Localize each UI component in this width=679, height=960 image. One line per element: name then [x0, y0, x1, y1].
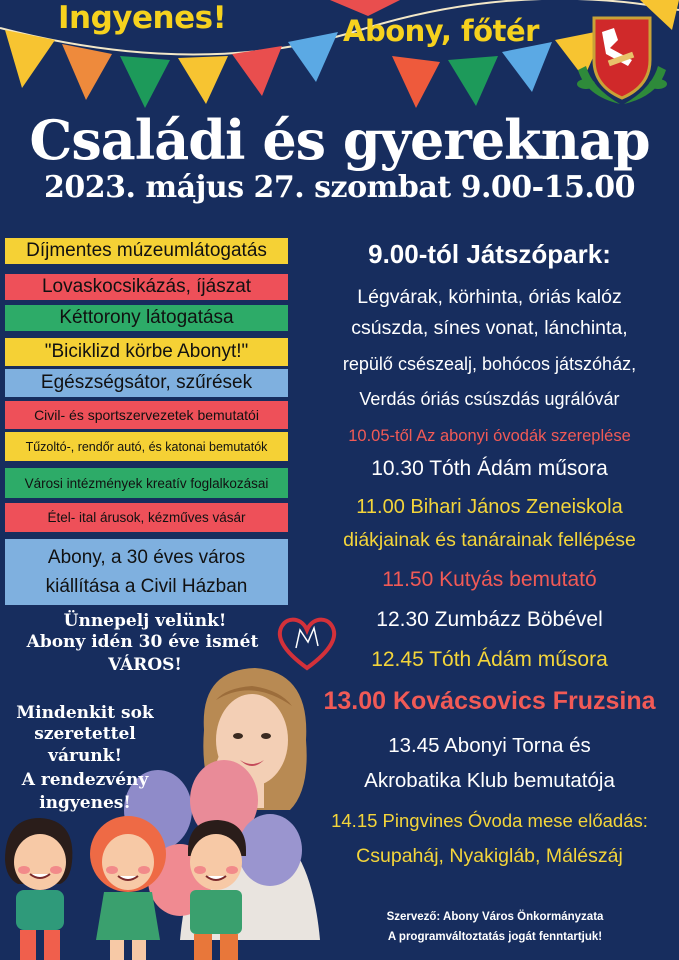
event-date: 2023. május 27. szombat 9.00-15.00 [43, 170, 636, 205]
program-item: diákjainak és tanárainak fellépése [343, 529, 636, 551]
slogan-line: VÁROS! [108, 655, 182, 675]
program-item: 14.15 Pingvines Óvoda mese előadás: [331, 810, 648, 831]
slogan-line: Ünnepelj velünk! [63, 611, 227, 631]
park-line: Verdás óriás csúszdás ugrálóvár [359, 389, 620, 409]
coat-of-arms-icon [572, 8, 672, 108]
program-item: 12.45 Tóth Ádám műsora [371, 648, 608, 671]
activity-tag: Civil- és sportszervezetek bemutatói [5, 401, 288, 429]
park-heading: 9.00-tól Játszópark: [368, 239, 611, 269]
activity-tag: Abony, a 30 éves város kiállítása a Civil Házban [5, 539, 288, 605]
activity-tag: Kéttorony látogatása [5, 305, 288, 331]
program-item: 10.30 Tóth Ádám műsora [371, 457, 608, 480]
program-item: 13.00 Kovácsovics Fruzsina [323, 687, 656, 715]
program-item: Csupaháj, Nyakigláb, Málészáj [356, 845, 623, 867]
free-label: Ingyenes! [58, 0, 227, 36]
program-item: 13.45 Abonyi Torna és [388, 734, 591, 757]
program-item: Akrobatika Klub bemutatója [364, 769, 615, 792]
activity-tag: Lovaskocsikázás, íjászat [5, 274, 288, 300]
disclaimer-text: A programváltoztatás jogát fenntartjuk! [387, 931, 603, 943]
slogan-line: szeretettel [34, 724, 136, 744]
slogan-line: Abony idén 30 éve ismét [26, 632, 259, 652]
slogan-line: várunk! [48, 746, 122, 766]
location-label: Abony, főtér [343, 14, 539, 48]
slogan-line: ingyenes! [39, 793, 131, 813]
activity-tag: Városi intézmények kreatív foglalkozásai [5, 468, 288, 498]
event-title: Családi és gyereknap [29, 108, 650, 172]
activity-tag: Étel- ital árusok, kézműves vásár [5, 503, 288, 532]
slogan-line: Mindenkit sok [16, 703, 154, 723]
program-item: 10.05-től Az abonyi óvodák szereplése [348, 427, 631, 445]
program-item: 12.30 Zumbázz Böbével [376, 608, 603, 631]
activity-tag: "Biciklizd körbe Abonyt!" [5, 338, 288, 366]
program-item: 11.50 Kutyás bemutató [382, 568, 597, 591]
slogan-line: A rendezvény [21, 770, 149, 790]
children-illustration [0, 800, 290, 960]
activity-tag: Tűzoltó-, rendőr autó, és katonai bemutatók [5, 432, 288, 461]
organizer-text: Szervező: Abony Város Önkormányzata [386, 911, 604, 923]
activity-tag: Díjmentes múzeumlátogatás [5, 238, 288, 264]
park-line: repülő csészealj, bohócos játszóház, [342, 354, 637, 374]
park-line: Légvárak, körhinta, óriás kalóz [357, 286, 622, 308]
activity-tag: Egészségsátor, szűrések [5, 369, 288, 397]
park-line: csúszda, sínes vonat, lánchinta, [351, 317, 628, 339]
program-item: 11.00 Bihari János Zeneiskola [356, 496, 623, 518]
